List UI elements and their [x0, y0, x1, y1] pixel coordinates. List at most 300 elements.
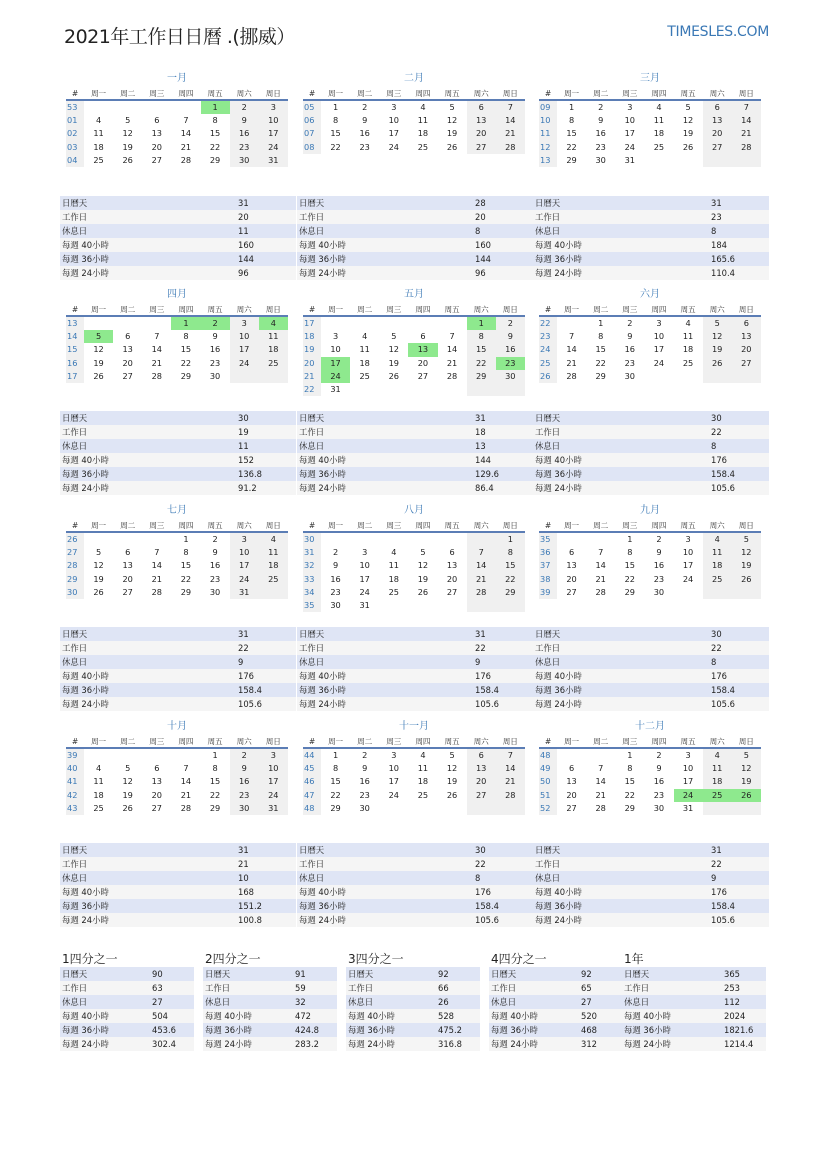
day-cell[interactable]: 3: [230, 317, 259, 330]
day-cell[interactable]: 23: [359, 789, 370, 800]
day-cell[interactable]: 20: [467, 775, 496, 788]
day-cell[interactable]: 29: [209, 154, 221, 165]
day-cell[interactable]: 13: [467, 114, 496, 127]
day-cell[interactable]: 7: [183, 763, 189, 774]
day-cell[interactable]: 24: [259, 141, 288, 154]
day-cell[interactable]: 15: [496, 559, 525, 572]
day-cell[interactable]: 6: [449, 547, 455, 558]
day-cell[interactable]: 23: [230, 789, 259, 802]
day-cell[interactable]: 28: [496, 789, 525, 802]
day-cell[interactable]: 22: [180, 357, 192, 368]
brand-logo[interactable]: TIMESLES.COM: [667, 24, 769, 40]
day-cell[interactable]: 24: [259, 789, 288, 802]
day-cell[interactable]: 7: [598, 547, 604, 558]
day-cell[interactable]: 6: [568, 763, 575, 774]
day-cell[interactable]: 22: [566, 141, 577, 152]
day-cell[interactable]: 11: [653, 115, 665, 126]
day-cell[interactable]: 20: [703, 127, 732, 140]
day-cell[interactable]: 24: [359, 586, 370, 597]
day-cell[interactable]: 10: [624, 115, 636, 126]
day-cell[interactable]: 27: [151, 802, 163, 813]
day-cell[interactable]: 26: [93, 586, 104, 597]
day-cell[interactable]: 31: [330, 383, 341, 394]
day-cell[interactable]: 6: [154, 115, 160, 126]
day-cell[interactable]: 27: [446, 586, 458, 597]
day-cell[interactable]: 12: [682, 115, 694, 126]
day-cell[interactable]: 28: [467, 586, 496, 599]
day-cell[interactable]: 14: [151, 560, 163, 571]
day-cell[interactable]: 13: [566, 560, 577, 571]
day-cell[interactable]: 7: [732, 101, 761, 114]
day-cell[interactable]: 6: [732, 317, 761, 330]
day-cell[interactable]: 2: [332, 547, 339, 558]
day-cell[interactable]: 20: [151, 141, 163, 152]
day-cell[interactable]: 12: [122, 128, 133, 139]
day-cell[interactable]: 5: [391, 331, 397, 342]
day-cell[interactable]: 10: [230, 330, 259, 343]
day-cell[interactable]: 12: [446, 115, 458, 126]
day-cell[interactable]: 28: [732, 141, 761, 154]
day-cell[interactable]: 19: [93, 357, 104, 368]
day-cell[interactable]: 2: [656, 534, 662, 544]
day-cell[interactable]: 2: [230, 101, 259, 114]
day-cell[interactable]: 13: [122, 344, 133, 355]
day-cell[interactable]: 29: [496, 586, 525, 599]
day-cell[interactable]: 25: [259, 573, 288, 586]
day-cell[interactable]: 2: [230, 749, 259, 762]
day-cell[interactable]: 15: [595, 344, 606, 355]
day-cell[interactable]: 2: [496, 317, 525, 330]
day-cell[interactable]: 1: [332, 102, 339, 112]
day-cell[interactable]: 24: [624, 141, 636, 152]
day-cell[interactable]: 1: [332, 750, 339, 760]
day-cell[interactable]: 28: [496, 141, 525, 154]
day-cell[interactable]: 23: [330, 586, 341, 597]
day-cell[interactable]: 18: [703, 775, 732, 788]
day-cell[interactable]: 12: [93, 560, 104, 571]
day-cell[interactable]: 30: [496, 370, 525, 383]
day-cell[interactable]: 25: [417, 789, 429, 800]
day-cell[interactable]: 27: [566, 802, 577, 813]
day-cell[interactable]: 30: [653, 586, 665, 597]
day-cell[interactable]: 4: [391, 547, 397, 558]
day-cell[interactable]: 26: [93, 370, 104, 381]
day-cell[interactable]: 18: [259, 559, 288, 572]
day-cell[interactable]: 3: [627, 102, 633, 112]
day-cell[interactable]: 8: [598, 331, 604, 342]
day-cell[interactable]: 13: [446, 560, 458, 571]
day-cell[interactable]: 6: [420, 331, 426, 342]
day-cell[interactable]: 27: [732, 357, 761, 370]
day-cell[interactable]: 18: [417, 128, 429, 139]
day-cell[interactable]: 8: [568, 115, 575, 126]
day-cell[interactable]: 4: [362, 331, 368, 342]
day-cell[interactable]: 29: [209, 802, 221, 813]
day-cell[interactable]: 16: [653, 776, 665, 787]
day-cell[interactable]: 8: [332, 115, 339, 126]
day-cell[interactable]: 26: [732, 573, 761, 586]
day-cell[interactable]: 18: [93, 789, 104, 800]
day-cell[interactable]: 6: [568, 547, 575, 558]
day-cell[interactable]: 18: [359, 357, 370, 368]
day-cell[interactable]: 22: [624, 789, 636, 800]
day-cell[interactable]: 27: [122, 370, 133, 381]
day-cell[interactable]: 31: [624, 154, 636, 165]
day-cell[interactable]: 18: [388, 573, 400, 584]
day-cell[interactable]: 30: [624, 370, 636, 381]
day-cell[interactable]: 15: [330, 776, 341, 787]
day-cell[interactable]: 8: [627, 547, 633, 558]
day-cell[interactable]: 23: [496, 357, 525, 370]
day-cell[interactable]: 9: [230, 762, 259, 775]
day-cell[interactable]: 28: [180, 802, 192, 813]
day-cell[interactable]: 8: [183, 331, 189, 342]
day-cell[interactable]: 8: [627, 763, 633, 774]
day-cell[interactable]: 26: [446, 789, 458, 800]
day-cell[interactable]: 14: [595, 776, 606, 787]
day-cell[interactable]: 25: [259, 357, 288, 370]
day-cell[interactable]: 29: [624, 802, 636, 813]
day-cell[interactable]: 3: [259, 101, 288, 114]
day-cell[interactable]: 10: [653, 331, 665, 342]
day-cell[interactable]: 9: [230, 114, 259, 127]
day-cell[interactable]: 12: [732, 762, 761, 775]
day-cell[interactable]: 30: [653, 802, 665, 813]
day-cell[interactable]: 31: [230, 586, 259, 599]
day-cell[interactable]: 10: [388, 115, 400, 126]
day-cell[interactable]: 7: [496, 101, 525, 114]
day-cell[interactable]: 4: [259, 533, 288, 546]
day-cell[interactable]: 3: [656, 318, 662, 328]
day-cell[interactable]: 11: [703, 762, 732, 775]
day-cell[interactable]: 15: [209, 128, 221, 139]
day-cell[interactable]: 26: [122, 802, 133, 813]
day-cell[interactable]: 21: [151, 573, 163, 584]
day-cell[interactable]: 14: [467, 559, 496, 572]
day-cell[interactable]: 2: [598, 102, 604, 112]
day-cell[interactable]: 19: [388, 357, 400, 368]
day-cell[interactable]: 26: [417, 586, 429, 597]
day-cell[interactable]: 7: [154, 547, 160, 558]
day-cell[interactable]: 30: [330, 599, 341, 610]
day-cell[interactable]: 25: [703, 789, 732, 802]
day-cell[interactable]: 22: [330, 141, 341, 152]
day-cell[interactable]: 3: [685, 534, 691, 544]
day-cell[interactable]: 26: [122, 154, 133, 165]
day-cell[interactable]: 28: [595, 802, 606, 813]
day-cell[interactable]: 27: [151, 154, 163, 165]
day-cell[interactable]: 21: [151, 357, 163, 368]
day-cell[interactable]: 27: [417, 370, 429, 381]
day-cell[interactable]: 5: [84, 330, 113, 343]
day-cell[interactable]: 14: [496, 114, 525, 127]
day-cell[interactable]: 13: [151, 776, 163, 787]
day-cell[interactable]: 28: [595, 586, 606, 597]
day-cell[interactable]: 29: [595, 370, 606, 381]
day-cell[interactable]: 31: [259, 802, 288, 815]
day-cell[interactable]: 1: [496, 533, 525, 546]
day-cell[interactable]: 20: [566, 573, 577, 584]
day-cell[interactable]: 7: [467, 546, 496, 559]
day-cell[interactable]: 13: [151, 128, 163, 139]
day-cell[interactable]: 30: [209, 586, 221, 597]
day-cell[interactable]: 12: [732, 546, 761, 559]
day-cell[interactable]: 27: [703, 141, 732, 154]
day-cell[interactable]: 4: [685, 318, 691, 328]
day-cell[interactable]: 8: [467, 330, 496, 343]
day-cell[interactable]: 19: [417, 573, 429, 584]
day-cell[interactable]: 30: [209, 370, 221, 381]
day-cell[interactable]: 15: [330, 128, 341, 139]
day-cell[interactable]: 21: [595, 573, 606, 584]
day-cell[interactable]: 17: [388, 776, 400, 787]
day-cell[interactable]: 5: [125, 763, 131, 774]
day-cell[interactable]: 12: [388, 344, 400, 355]
day-cell[interactable]: 19: [703, 343, 732, 356]
day-cell[interactable]: 14: [180, 776, 192, 787]
day-cell[interactable]: 16: [359, 128, 370, 139]
day-cell[interactable]: 29: [467, 370, 496, 383]
day-cell[interactable]: 21: [496, 775, 525, 788]
day-cell[interactable]: 23: [209, 357, 221, 368]
day-cell[interactable]: 2: [362, 102, 368, 112]
day-cell[interactable]: 1: [627, 534, 633, 544]
day-cell[interactable]: 3: [332, 331, 339, 342]
day-cell[interactable]: 25: [359, 370, 370, 381]
day-cell[interactable]: 16: [653, 560, 665, 571]
day-cell[interactable]: 15: [180, 560, 192, 571]
day-cell[interactable]: 4: [95, 763, 102, 774]
day-cell[interactable]: 29: [180, 586, 192, 597]
day-cell[interactable]: 22: [595, 357, 606, 368]
day-cell[interactable]: 15: [624, 776, 636, 787]
day-cell[interactable]: 4: [259, 317, 288, 330]
day-cell[interactable]: 16: [230, 127, 259, 140]
day-cell[interactable]: 20: [151, 789, 163, 800]
day-cell[interactable]: 23: [209, 573, 221, 584]
day-cell[interactable]: 26: [446, 141, 458, 152]
day-cell[interactable]: 18: [93, 141, 104, 152]
day-cell[interactable]: 28: [446, 370, 458, 381]
day-cell[interactable]: 29: [624, 586, 636, 597]
day-cell[interactable]: 11: [259, 546, 288, 559]
day-cell[interactable]: 16: [595, 128, 606, 139]
day-cell[interactable]: 4: [420, 750, 426, 760]
day-cell[interactable]: 3: [685, 750, 691, 760]
day-cell[interactable]: 3: [391, 102, 397, 112]
day-cell[interactable]: 26: [682, 141, 694, 152]
day-cell[interactable]: 17: [230, 343, 259, 356]
day-cell[interactable]: 6: [703, 101, 732, 114]
day-cell[interactable]: 13: [467, 762, 496, 775]
day-cell[interactable]: 12: [122, 776, 133, 787]
day-cell[interactable]: 19: [682, 128, 694, 139]
day-cell[interactable]: 13: [408, 343, 437, 356]
day-cell[interactable]: 30: [359, 802, 370, 813]
day-cell[interactable]: 19: [122, 141, 133, 152]
day-cell[interactable]: 12: [417, 560, 429, 571]
day-cell[interactable]: 16: [624, 344, 636, 355]
day-cell[interactable]: 27: [467, 141, 496, 154]
day-cell[interactable]: 21: [496, 127, 525, 140]
day-cell[interactable]: 14: [446, 344, 458, 355]
day-cell[interactable]: 1: [183, 534, 189, 544]
day-cell[interactable]: 14: [595, 560, 606, 571]
day-cell[interactable]: 17: [682, 560, 694, 571]
day-cell[interactable]: 20: [446, 573, 458, 584]
day-cell[interactable]: 17: [624, 128, 636, 139]
day-cell[interactable]: 9: [212, 331, 218, 342]
day-cell[interactable]: 26: [732, 789, 761, 802]
day-cell[interactable]: 10: [388, 763, 400, 774]
day-cell[interactable]: 24: [388, 141, 400, 152]
day-cell[interactable]: 23: [624, 357, 636, 368]
day-cell[interactable]: 10: [230, 546, 259, 559]
day-cell[interactable]: 14: [566, 344, 577, 355]
day-cell[interactable]: 20: [417, 357, 429, 368]
day-cell[interactable]: 11: [93, 776, 104, 787]
day-cell[interactable]: 5: [420, 547, 426, 558]
day-cell[interactable]: 16: [230, 775, 259, 788]
day-cell[interactable]: 25: [417, 141, 429, 152]
day-cell[interactable]: 10: [359, 560, 370, 571]
day-cell[interactable]: 18: [653, 128, 665, 139]
day-cell[interactable]: 24: [653, 357, 665, 368]
day-cell[interactable]: 6: [154, 763, 160, 774]
day-cell[interactable]: 23: [653, 789, 665, 800]
day-cell[interactable]: 5: [732, 533, 761, 546]
day-cell[interactable]: 16: [330, 573, 341, 584]
day-cell[interactable]: 20: [122, 357, 133, 368]
day-cell[interactable]: 14: [180, 128, 192, 139]
day-cell[interactable]: 3: [230, 533, 259, 546]
day-cell[interactable]: 15: [180, 344, 192, 355]
day-cell[interactable]: 12: [446, 763, 458, 774]
day-cell[interactable]: 4: [703, 749, 732, 762]
day-cell[interactable]: 1: [201, 101, 230, 114]
day-cell[interactable]: 10: [682, 763, 694, 774]
day-cell[interactable]: 23: [359, 141, 370, 152]
day-cell[interactable]: 19: [122, 789, 133, 800]
day-cell[interactable]: 14: [496, 762, 525, 775]
day-cell[interactable]: 21: [566, 357, 577, 368]
day-cell[interactable]: 5: [685, 102, 691, 112]
day-cell[interactable]: 18: [682, 344, 694, 355]
day-cell[interactable]: 18: [703, 559, 732, 572]
day-cell[interactable]: 19: [732, 775, 761, 788]
day-cell[interactable]: 4: [656, 102, 662, 112]
day-cell[interactable]: 7: [598, 763, 604, 774]
day-cell[interactable]: 10: [682, 547, 694, 558]
day-cell[interactable]: 23: [595, 141, 606, 152]
day-cell[interactable]: 9: [656, 763, 662, 774]
day-cell[interactable]: 24: [682, 573, 694, 584]
day-cell[interactable]: 16: [209, 344, 221, 355]
day-cell[interactable]: 27: [566, 586, 577, 597]
day-cell[interactable]: 5: [449, 750, 455, 760]
day-cell[interactable]: 13: [703, 114, 732, 127]
day-cell[interactable]: 21: [180, 789, 192, 800]
day-cell[interactable]: 11: [417, 763, 429, 774]
day-cell[interactable]: 10: [259, 762, 288, 775]
day-cell[interactable]: 17: [682, 776, 694, 787]
day-cell[interactable]: 21: [446, 357, 458, 368]
day-cell[interactable]: 24: [674, 789, 703, 802]
day-cell[interactable]: 20: [122, 573, 133, 584]
day-cell[interactable]: 29: [566, 154, 577, 165]
day-cell[interactable]: 9: [362, 763, 368, 774]
day-cell[interactable]: 1: [568, 102, 575, 112]
day-cell[interactable]: 9: [598, 115, 604, 126]
day-cell[interactable]: 6: [125, 331, 131, 342]
day-cell[interactable]: 17: [321, 357, 350, 370]
day-cell[interactable]: 9: [362, 115, 368, 126]
day-cell[interactable]: 17: [259, 775, 288, 788]
day-cell[interactable]: 31: [682, 802, 694, 813]
day-cell[interactable]: 8: [332, 763, 339, 774]
day-cell[interactable]: 7: [449, 331, 455, 342]
day-cell[interactable]: 15: [624, 560, 636, 571]
day-cell[interactable]: 4: [420, 102, 426, 112]
day-cell[interactable]: 2: [627, 318, 633, 328]
day-cell[interactable]: 8: [496, 546, 525, 559]
day-cell[interactable]: 11: [93, 128, 104, 139]
day-cell[interactable]: 25: [653, 141, 665, 152]
day-cell[interactable]: 2: [212, 534, 218, 544]
day-cell[interactable]: 24: [230, 357, 259, 370]
day-cell[interactable]: 24: [388, 789, 400, 800]
day-cell[interactable]: 11: [703, 546, 732, 559]
day-cell[interactable]: 15: [467, 343, 496, 356]
day-cell[interactable]: 11: [388, 560, 400, 571]
day-cell[interactable]: 27: [467, 789, 496, 802]
day-cell[interactable]: 3: [362, 547, 368, 558]
day-cell[interactable]: 28: [151, 586, 163, 597]
day-cell[interactable]: 5: [449, 102, 455, 112]
day-cell[interactable]: 13: [732, 330, 761, 343]
day-cell[interactable]: 19: [446, 776, 458, 787]
day-cell[interactable]: 19: [446, 128, 458, 139]
day-cell[interactable]: 19: [732, 559, 761, 572]
day-cell[interactable]: 16: [496, 343, 525, 356]
day-cell[interactable]: 9: [656, 547, 662, 558]
day-cell[interactable]: 8: [212, 115, 218, 126]
day-cell[interactable]: 14: [732, 114, 761, 127]
day-cell[interactable]: 6: [467, 749, 496, 762]
day-cell[interactable]: 25: [388, 586, 400, 597]
day-cell[interactable]: 11: [417, 115, 429, 126]
day-cell[interactable]: 28: [151, 370, 163, 381]
day-cell[interactable]: 27: [122, 586, 133, 597]
day-cell[interactable]: 29: [180, 370, 192, 381]
day-cell[interactable]: 3: [259, 749, 288, 762]
day-cell[interactable]: 18: [259, 343, 288, 356]
day-cell[interactable]: 11: [259, 330, 288, 343]
day-cell[interactable]: 11: [682, 331, 694, 342]
day-cell[interactable]: 23: [230, 141, 259, 154]
day-cell[interactable]: 9: [627, 331, 633, 342]
day-cell[interactable]: 1: [598, 318, 604, 328]
day-cell[interactable]: 17: [230, 559, 259, 572]
day-cell[interactable]: 13: [122, 560, 133, 571]
day-cell[interactable]: 21: [467, 573, 496, 586]
day-cell[interactable]: 17: [359, 573, 370, 584]
day-cell[interactable]: 15: [566, 128, 577, 139]
day-cell[interactable]: 22: [496, 573, 525, 586]
day-cell[interactable]: 22: [180, 573, 192, 584]
day-cell[interactable]: 22: [467, 357, 496, 370]
day-cell[interactable]: 4: [95, 115, 102, 126]
